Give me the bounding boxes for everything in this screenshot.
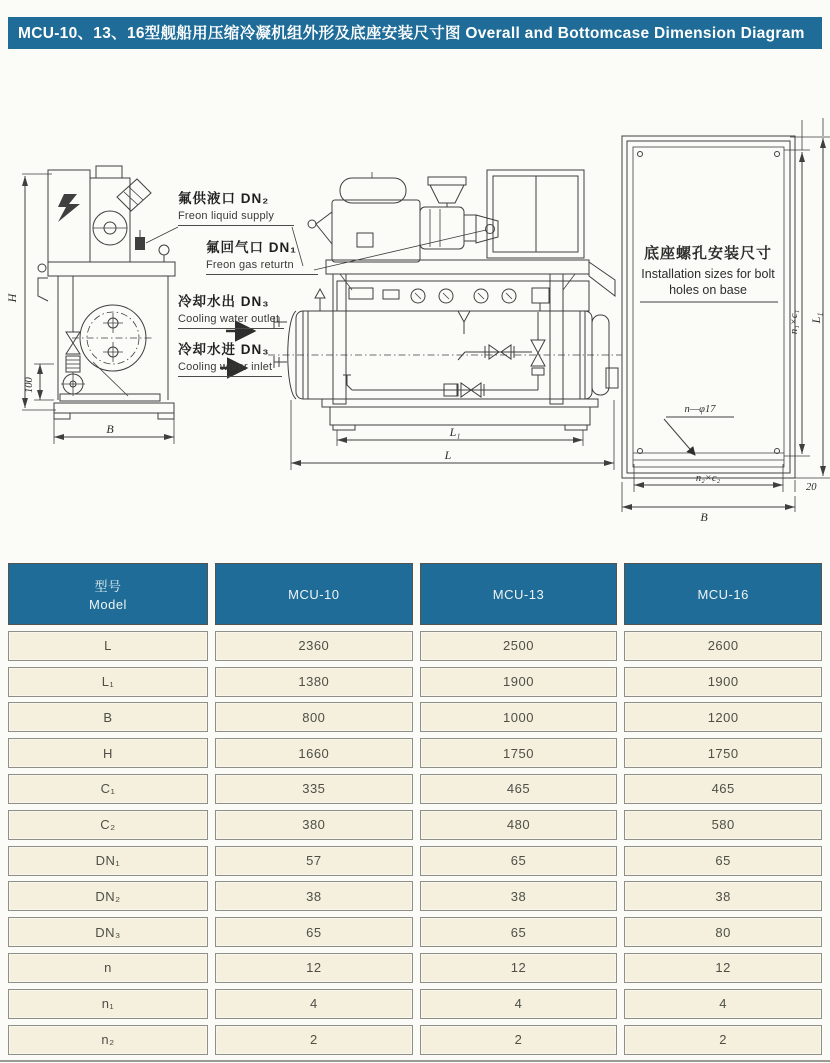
callout-cooling-in-zh: 冷却水进 DN₃ — [178, 342, 270, 357]
value-cell: 65 — [420, 846, 618, 876]
table-row — [8, 846, 822, 876]
table-row — [8, 631, 822, 661]
value-cell: 465 — [624, 774, 822, 804]
value-cell: 2 — [215, 1025, 413, 1055]
base-plan-view-drawing — [622, 118, 830, 524]
value-cell: 2 — [624, 1025, 822, 1055]
value-cell: 2500 — [420, 631, 618, 661]
header-model-zh: 型号 — [94, 579, 122, 594]
center-view-dim-l: L — [444, 448, 452, 462]
value-cell: 57 — [215, 846, 413, 876]
value-cell: 480 — [420, 810, 618, 840]
value-cell: 65 — [624, 846, 822, 876]
table-row — [8, 774, 822, 804]
value-cell: 800 — [215, 702, 413, 732]
base-view-title-en1: Installation sizes for bolt — [641, 267, 775, 281]
value-cell: 580 — [624, 810, 822, 840]
value-cell: 12 — [215, 953, 413, 983]
base-view-dim-b: B — [700, 510, 708, 524]
callout-freon-liquid-en: Freon liquid supply — [178, 210, 275, 222]
left-view-dim-100: 100 — [24, 377, 35, 393]
table-row — [8, 989, 822, 1019]
value-cell: 4 — [215, 989, 413, 1019]
page-bottom-edge — [0, 1060, 830, 1062]
callout-cooling-water-outlet — [178, 290, 284, 329]
left-end-view-drawing — [5, 166, 175, 444]
param-cell: n₂ — [8, 1025, 208, 1055]
value-cell: 4 — [420, 989, 618, 1019]
param-cell: L — [8, 631, 208, 661]
value-cell: 2 — [420, 1025, 618, 1055]
param-cell: DN₂ — [8, 881, 208, 911]
base-view-dim-offset: 20 — [806, 482, 817, 493]
param-cell: B — [8, 702, 208, 732]
value-cell: 12 — [420, 953, 618, 983]
callout-freon-liquid-zh: 氟供液口 DN₂ — [178, 191, 270, 206]
value-cell: 4 — [624, 989, 822, 1019]
value-cell: 2360 — [215, 631, 413, 661]
header-cell-model — [8, 563, 208, 625]
page-title: MCU-10、13、16型舰船用压缩冷凝机组外形及底座安装尺寸图 Overall and Bottomcase Dimension Diagram — [8, 17, 822, 49]
param-cell: DN₃ — [8, 917, 208, 947]
spec-table-header-row — [8, 563, 822, 625]
header-cell-mcu13: MCU-13 — [420, 563, 618, 625]
value-cell: 1380 — [215, 667, 413, 697]
callout-freon-gas-zh: 氟回气口 DN₁ — [206, 240, 297, 255]
lightning-bolt-icon — [58, 194, 80, 222]
param-cell: n — [8, 953, 208, 983]
table-body — [8, 631, 822, 1055]
left-view-dim-b: B — [106, 422, 114, 436]
value-cell: 1900 — [624, 667, 822, 697]
table-row — [8, 1025, 822, 1055]
table-row — [8, 738, 822, 768]
callout-freon-gas-return — [206, 236, 318, 275]
value-cell: 335 — [215, 774, 413, 804]
left-view-dim-h: H — [5, 293, 19, 303]
header-model-en: Model — [89, 597, 127, 612]
param-cell: C₂ — [8, 810, 208, 840]
value-cell: 1200 — [624, 702, 822, 732]
callout-cooling-water-inlet — [178, 338, 282, 377]
param-cell: L₁ — [8, 667, 208, 697]
table-row — [8, 917, 822, 947]
base-view-dim-n1c1: n₁×c₁ — [789, 309, 800, 335]
callout-freon-liquid-supply — [178, 187, 294, 226]
spec-table — [8, 563, 822, 1055]
base-view-dim-l1: L₁ — [809, 312, 823, 324]
param-cell: C₁ — [8, 774, 208, 804]
table-row — [8, 810, 822, 840]
base-view-title-zh: 底座螺孔安装尺寸 — [643, 245, 773, 262]
center-front-view-drawing — [268, 170, 622, 470]
param-cell: H — [8, 738, 208, 768]
value-cell: 1750 — [624, 738, 822, 768]
value-cell: 1900 — [420, 667, 618, 697]
value-cell: 65 — [215, 917, 413, 947]
callout-cooling-out-zh: 冷却水出 DN₃ — [178, 294, 270, 309]
table-row — [8, 702, 822, 732]
callout-cooling-out-en: Cooling water outlet — [178, 313, 280, 325]
base-view-bolt-note: n—φ17 — [684, 404, 716, 415]
value-cell: 380 — [215, 810, 413, 840]
value-cell: 80 — [624, 917, 822, 947]
param-cell: n₁ — [8, 989, 208, 1019]
value-cell: 38 — [215, 881, 413, 911]
base-view-title-en2: holes on base — [669, 283, 747, 297]
callout-cooling-in-en: Cooling water inlet — [178, 361, 273, 373]
param-cell: DN₁ — [8, 846, 208, 876]
value-cell: 1750 — [420, 738, 618, 768]
value-cell: 2600 — [624, 631, 822, 661]
value-cell: 65 — [420, 917, 618, 947]
header-cell-mcu10: MCU-10 — [215, 563, 413, 625]
center-view-dim-l1: L₁ — [449, 425, 461, 439]
table-row — [8, 881, 822, 911]
value-cell: 12 — [624, 953, 822, 983]
base-view-dim-n2c2: n₂×c₂ — [695, 473, 721, 484]
header-cell-mcu16: MCU-16 — [624, 563, 822, 625]
value-cell: 38 — [420, 881, 618, 911]
value-cell: 38 — [624, 881, 822, 911]
value-cell: 465 — [420, 774, 618, 804]
value-cell: 1000 — [420, 702, 618, 732]
value-cell: 1660 — [215, 738, 413, 768]
callout-freon-gas-en: Freon gas returtn — [206, 259, 294, 271]
table-row — [8, 953, 822, 983]
table-row — [8, 667, 822, 697]
